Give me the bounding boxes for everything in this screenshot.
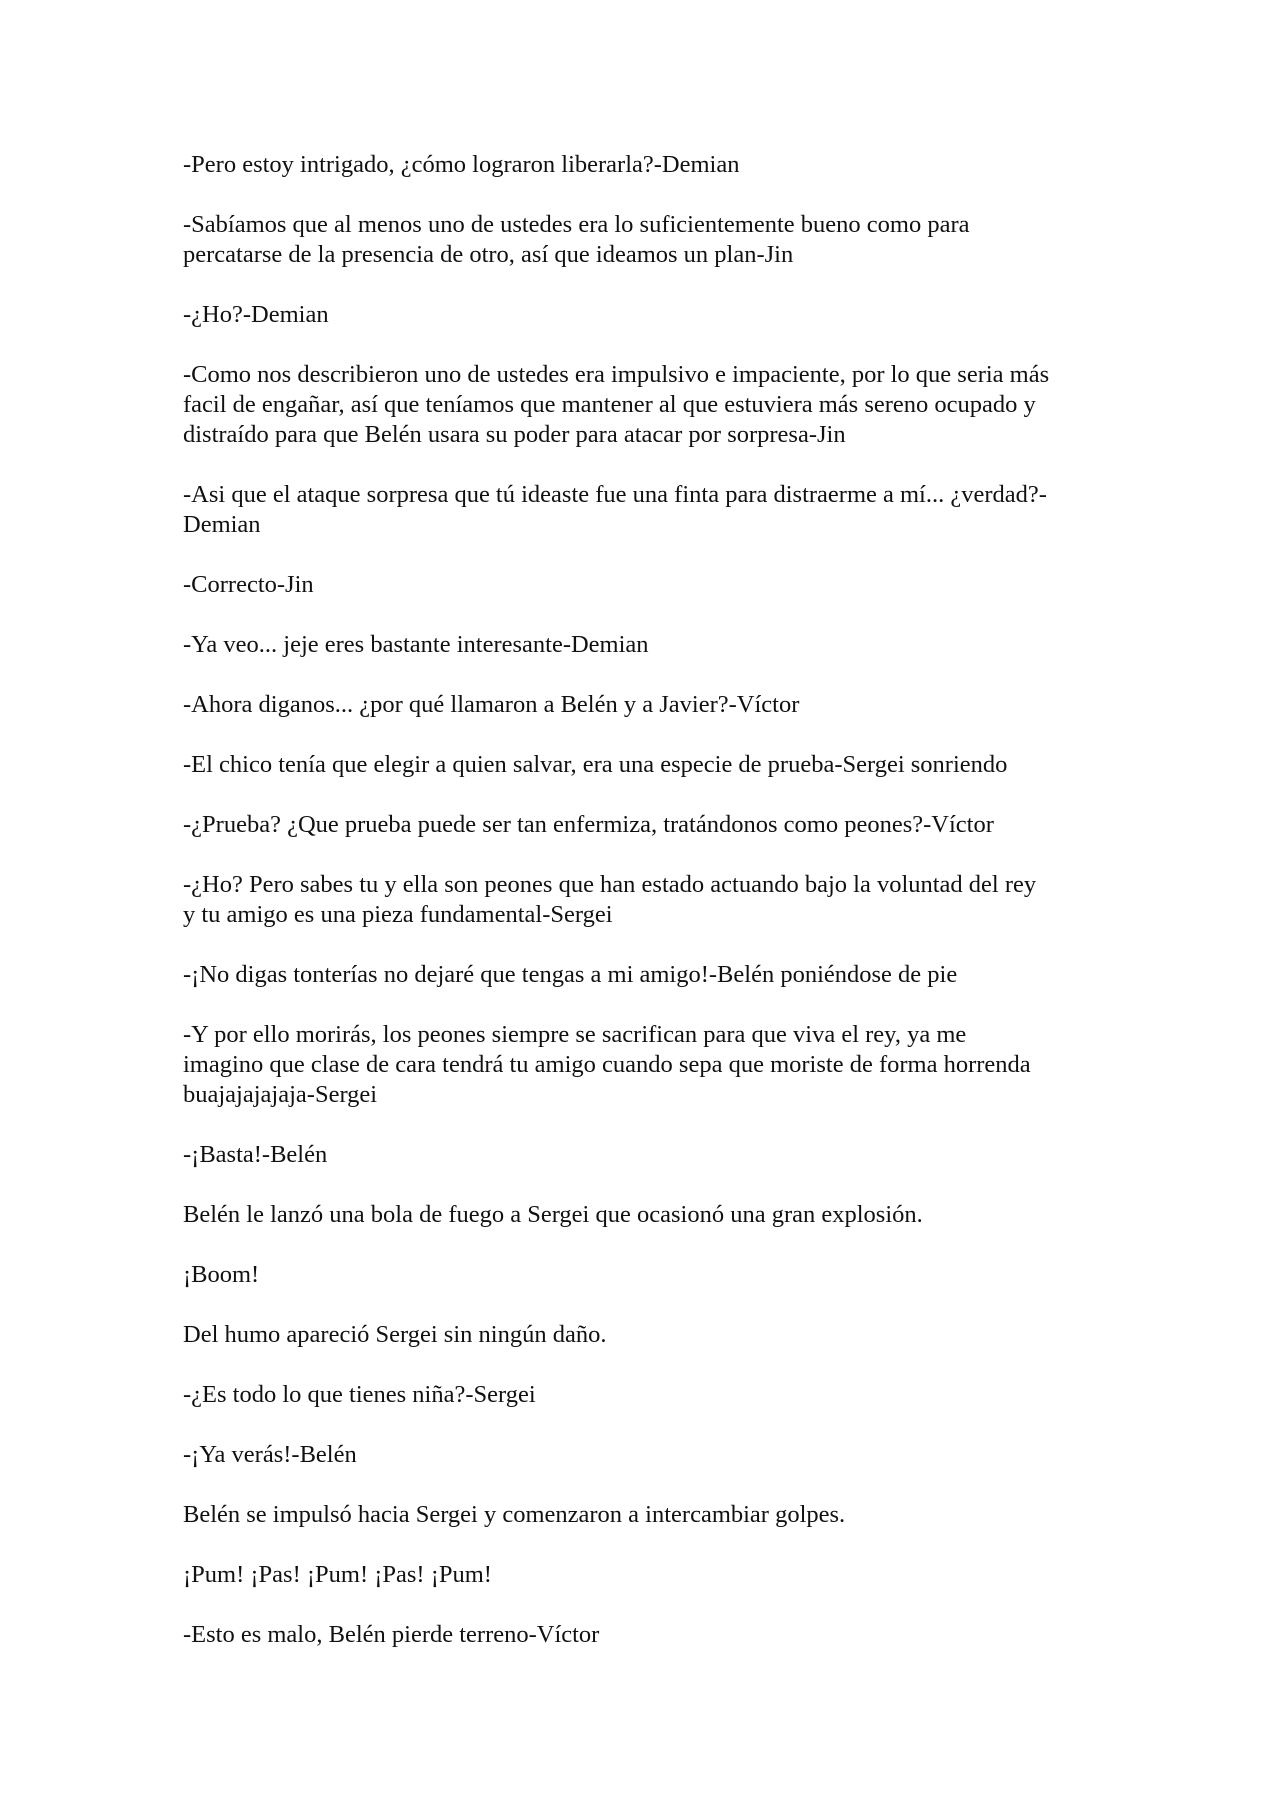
paragraph: [183, 1560, 1103, 1590]
paragraph: [183, 1380, 1103, 1410]
paragraph: [183, 1320, 1103, 1350]
paragraph: [183, 1020, 1103, 1110]
paragraph: [183, 1200, 1103, 1230]
paragraph: [183, 1440, 1103, 1470]
text-line: -Ya veo... jeje eres bastante interesante-Demian: [183, 631, 649, 658]
text-line: -Sabíamos que al menos uno de ustedes era lo suficientemente bueno como para: [183, 211, 970, 238]
paragraph: [183, 1260, 1103, 1290]
text-line: -¡Basta!-Belén: [183, 1141, 328, 1168]
paragraph: [183, 480, 1103, 540]
paragraph: [183, 570, 1103, 600]
paragraph: [183, 750, 1103, 780]
text-line: buajajajajaja-Sergei: [183, 1081, 378, 1108]
paragraph: [183, 210, 1103, 270]
text-line: -¡Ya verás!-Belén: [183, 1441, 357, 1468]
text-line: Belén se impulsó hacia Sergei y comenzaron a intercambiar golpes.: [183, 1501, 846, 1528]
paragraph: [183, 870, 1103, 930]
text-line: y tu amigo es una pieza fundamental-Sergei: [183, 901, 613, 928]
text-line: Del humo apareció Sergei sin ningún daño.: [183, 1321, 607, 1348]
paragraph: [183, 960, 1103, 990]
paragraph: [183, 150, 1103, 180]
text-line: ¡Boom!: [183, 1261, 260, 1288]
text-line: -Esto es malo, Belén pierde terreno-Víctor: [183, 1621, 600, 1648]
text-line: -¿Ho?-Demian: [183, 301, 329, 328]
text-line: Belén le lanzó una bola de fuego a Sergei que ocasionó una gran explosión.: [183, 1201, 923, 1228]
paragraph: [183, 1620, 1103, 1650]
text-line: -Como nos describieron uno de ustedes era impulsivo e impaciente, por lo que seria más: [183, 361, 1050, 388]
text-line: facil de engañar, así que teníamos que mantener al que estuviera más sereno ocupado y: [183, 391, 1036, 418]
text-line: -¡No digas tonterías no dejaré que tengas a mi amigo!-Belén poniéndose de pie: [183, 961, 958, 988]
text-line: percatarse de la presencia de otro, así que ideamos un plan-Jin: [183, 241, 794, 268]
text-line: -Y por ello morirás, los peones siempre se sacrifican para que viva el rey, ya me: [183, 1021, 967, 1048]
text-line: -Ahora diganos... ¿por qué llamaron a Belén y a Javier?-Víctor: [183, 691, 800, 718]
paragraph: [183, 1500, 1103, 1530]
document-body: [183, 150, 1103, 1680]
paragraph: [183, 360, 1103, 450]
text-line: ¡Pum! ¡Pas! ¡Pum! ¡Pas! ¡Pum!: [183, 1561, 492, 1588]
paragraph: [183, 690, 1103, 720]
paragraph: [183, 810, 1103, 840]
text-line: Demian: [183, 511, 261, 538]
paragraph: [183, 630, 1103, 660]
paragraph: [183, 1140, 1103, 1170]
text-line: -Asi que el ataque sorpresa que tú ideaste fue una finta para distraerme a mí... ¿verdad?-: [183, 481, 1047, 508]
text-line: -¿Prueba? ¿Que prueba puede ser tan enfermiza, tratándonos como peones?-Víctor: [183, 811, 994, 838]
paragraph: [183, 300, 1103, 330]
text-line: -El chico tenía que elegir a quien salvar, era una especie de prueba-Sergei sonriendo: [183, 751, 1008, 778]
text-line: -Correcto-Jin: [183, 571, 314, 598]
text-line: distraído para que Belén usara su poder para atacar por sorpresa-Jin: [183, 421, 846, 448]
text-line: -¿Ho? Pero sabes tu y ella son peones que han estado actuando bajo la voluntad del rey: [183, 871, 1037, 898]
text-line: -¿Es todo lo que tienes niña?-Sergei: [183, 1381, 536, 1408]
text-line: imagino que clase de cara tendrá tu amigo cuando sepa que moriste de forma horrenda: [183, 1051, 1031, 1078]
text-line: -Pero estoy intrigado, ¿cómo lograron liberarla?-Demian: [183, 151, 740, 178]
